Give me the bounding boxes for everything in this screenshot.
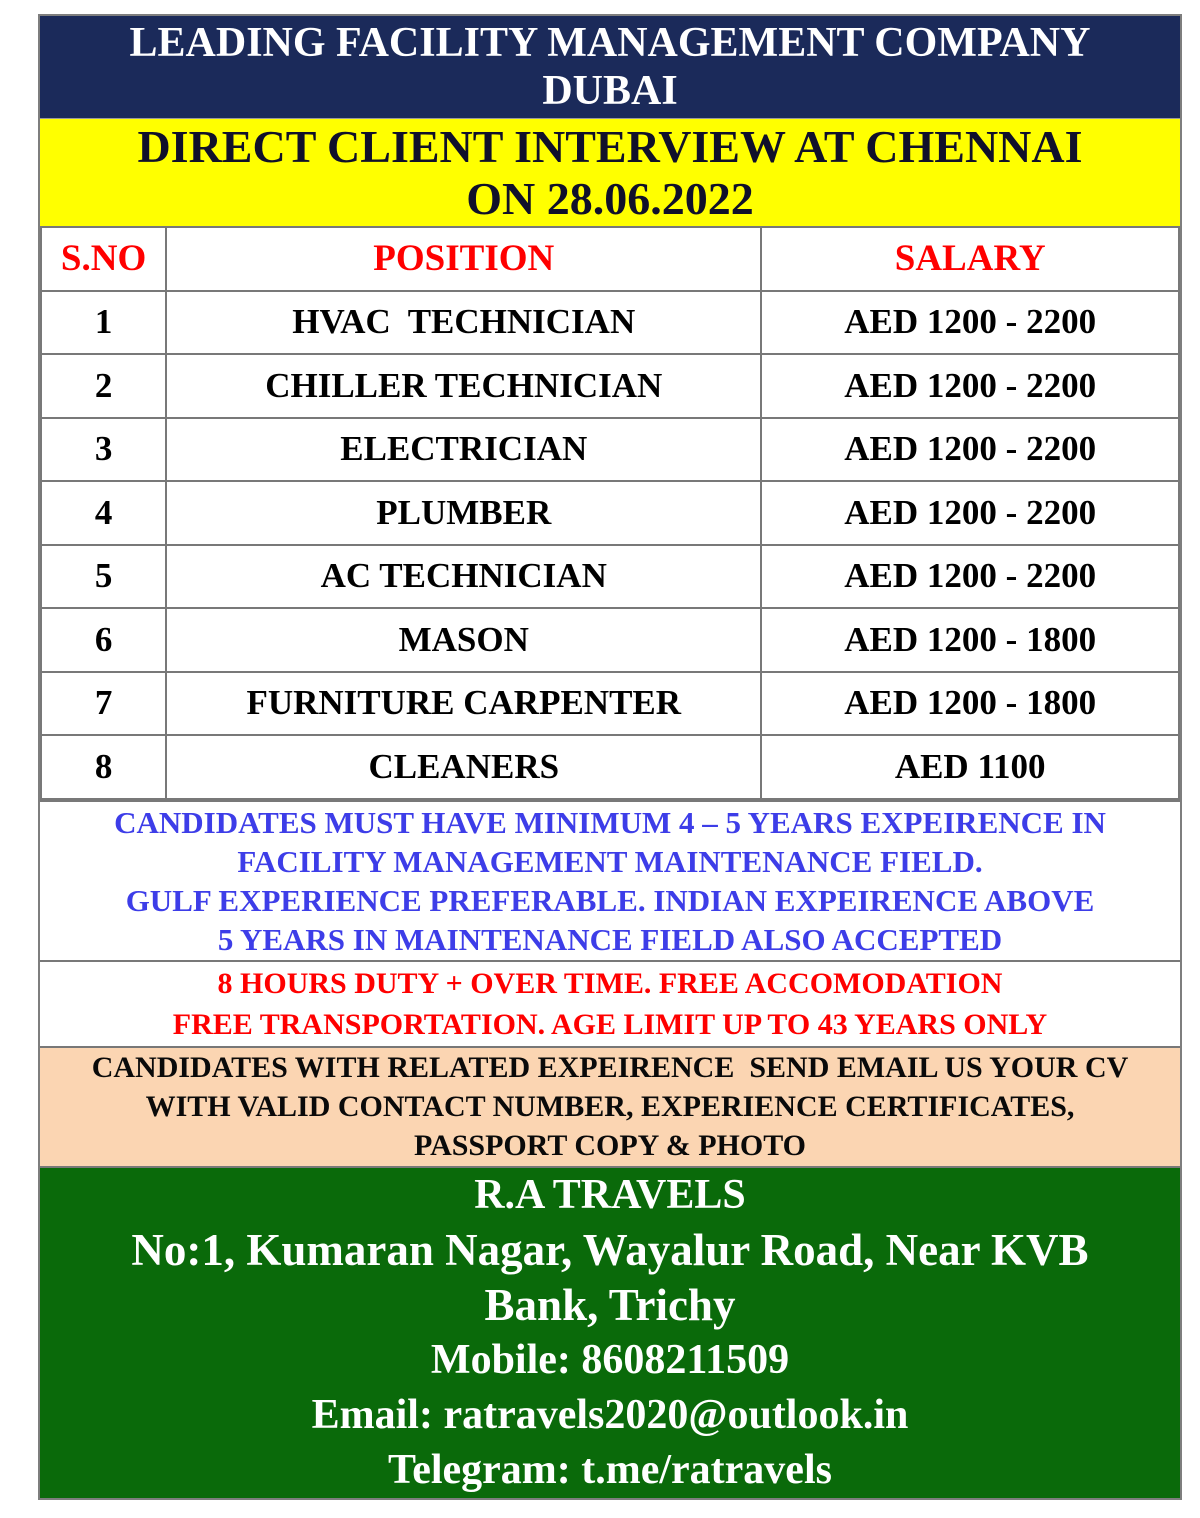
table-row xyxy=(41,608,1179,672)
requirements-line: 5 YEARS IN MAINTENANCE FIELD ALSO ACCEPTED xyxy=(217,921,1003,957)
apply-note xyxy=(40,1046,1180,1166)
table-row xyxy=(41,735,1179,799)
cell-salary: AED 1200 - 2200 xyxy=(761,481,1179,545)
interview-banner xyxy=(40,118,1180,226)
table-row xyxy=(41,672,1179,736)
header-salary: SALARY xyxy=(761,227,1179,291)
cell-salary: AED 1200 - 2200 xyxy=(761,291,1179,355)
cell-position: PLUMBER xyxy=(166,481,761,545)
cell-position: CHILLER TECHNICIAN xyxy=(166,354,761,418)
header-position: POSITION xyxy=(166,227,761,291)
cell-sno: 8 xyxy=(41,735,166,799)
apply-line: CANDIDATES WITH RELATED EXPEIRENCE SEND EMAIL US YOUR CV xyxy=(91,1051,1129,1084)
interview-banner-line1: DIRECT CLIENT INTERVIEW AT CHENNAI xyxy=(137,120,1083,172)
table-header-row xyxy=(41,227,1179,291)
job-ad-poster xyxy=(38,14,1182,1500)
table-row xyxy=(41,481,1179,545)
table-row xyxy=(41,291,1179,355)
company-header-line2: DUBAI xyxy=(542,68,678,114)
cell-sno: 1 xyxy=(41,291,166,355)
agency-telegram: Telegram: t.me/ratravels xyxy=(388,1446,832,1493)
agency-address-line2: Bank, Trichy xyxy=(484,1279,736,1330)
cell-position: CLEANERS xyxy=(166,735,761,799)
requirements-note xyxy=(40,800,1180,960)
benefits-line: FREE TRANSPORTATION. AGE LIMIT UP TO 43 YEARS ONLY xyxy=(172,1007,1048,1041)
cell-salary: AED 1200 - 2200 xyxy=(761,418,1179,482)
agency-name: R.A TRAVELS xyxy=(474,1171,746,1218)
agency-footer xyxy=(40,1166,1180,1498)
cell-salary: AED 1200 - 2200 xyxy=(761,545,1179,609)
agency-mobile: Mobile: 8608211509 xyxy=(430,1336,790,1383)
cell-position: FURNITURE CARPENTER xyxy=(166,672,761,736)
cell-position: AC TECHNICIAN xyxy=(166,545,761,609)
requirements-line: FACILITY MANAGEMENT MAINTENANCE FIELD. xyxy=(237,843,983,879)
cell-salary: AED 1200 - 1800 xyxy=(761,608,1179,672)
cell-position: ELECTRICIAN xyxy=(166,418,761,482)
benefits-note xyxy=(40,960,1180,1046)
table-row xyxy=(41,418,1179,482)
company-header-line1: LEADING FACILITY MANAGEMENT COMPANY xyxy=(129,20,1091,66)
company-header xyxy=(40,16,1180,118)
cell-position: MASON xyxy=(166,608,761,672)
header-sno: S.NO xyxy=(41,227,166,291)
agency-email: Email: ratravels2020@outlook.in xyxy=(311,1391,909,1438)
benefits-line: 8 HOURS DUTY + OVER TIME. FREE ACCOMODATION xyxy=(217,966,1003,1000)
cell-salary: AED 1200 - 2200 xyxy=(761,354,1179,418)
table-row xyxy=(41,354,1179,418)
cell-sno: 2 xyxy=(41,354,166,418)
requirements-line: GULF EXPERIENCE PREFERABLE. INDIAN EXPEIRENCE ABOVE xyxy=(125,882,1095,918)
cell-position: HVAC TECHNICIAN xyxy=(166,291,761,355)
apply-line: WITH VALID CONTACT NUMBER, EXPERIENCE CERTIFICATES, xyxy=(145,1090,1075,1123)
positions-table xyxy=(40,226,1180,800)
cell-sno: 7 xyxy=(41,672,166,736)
table-row xyxy=(41,545,1179,609)
cell-salary: AED 1200 - 1800 xyxy=(761,672,1179,736)
apply-line: PASSPORT COPY & PHOTO xyxy=(413,1129,807,1162)
cell-sno: 6 xyxy=(41,608,166,672)
cell-sno: 5 xyxy=(41,545,166,609)
interview-banner-line2: ON 28.06.2022 xyxy=(466,172,754,224)
agency-address-line1: No:1, Kumaran Nagar, Wayalur Road, Near KVB xyxy=(131,1224,1089,1275)
cell-sno: 3 xyxy=(41,418,166,482)
requirements-line: CANDIDATES MUST HAVE MINIMUM 4 – 5 YEARS EXPEIRENCE IN xyxy=(114,804,1106,840)
cell-sno: 4 xyxy=(41,481,166,545)
cell-salary: AED 1100 xyxy=(761,735,1179,799)
